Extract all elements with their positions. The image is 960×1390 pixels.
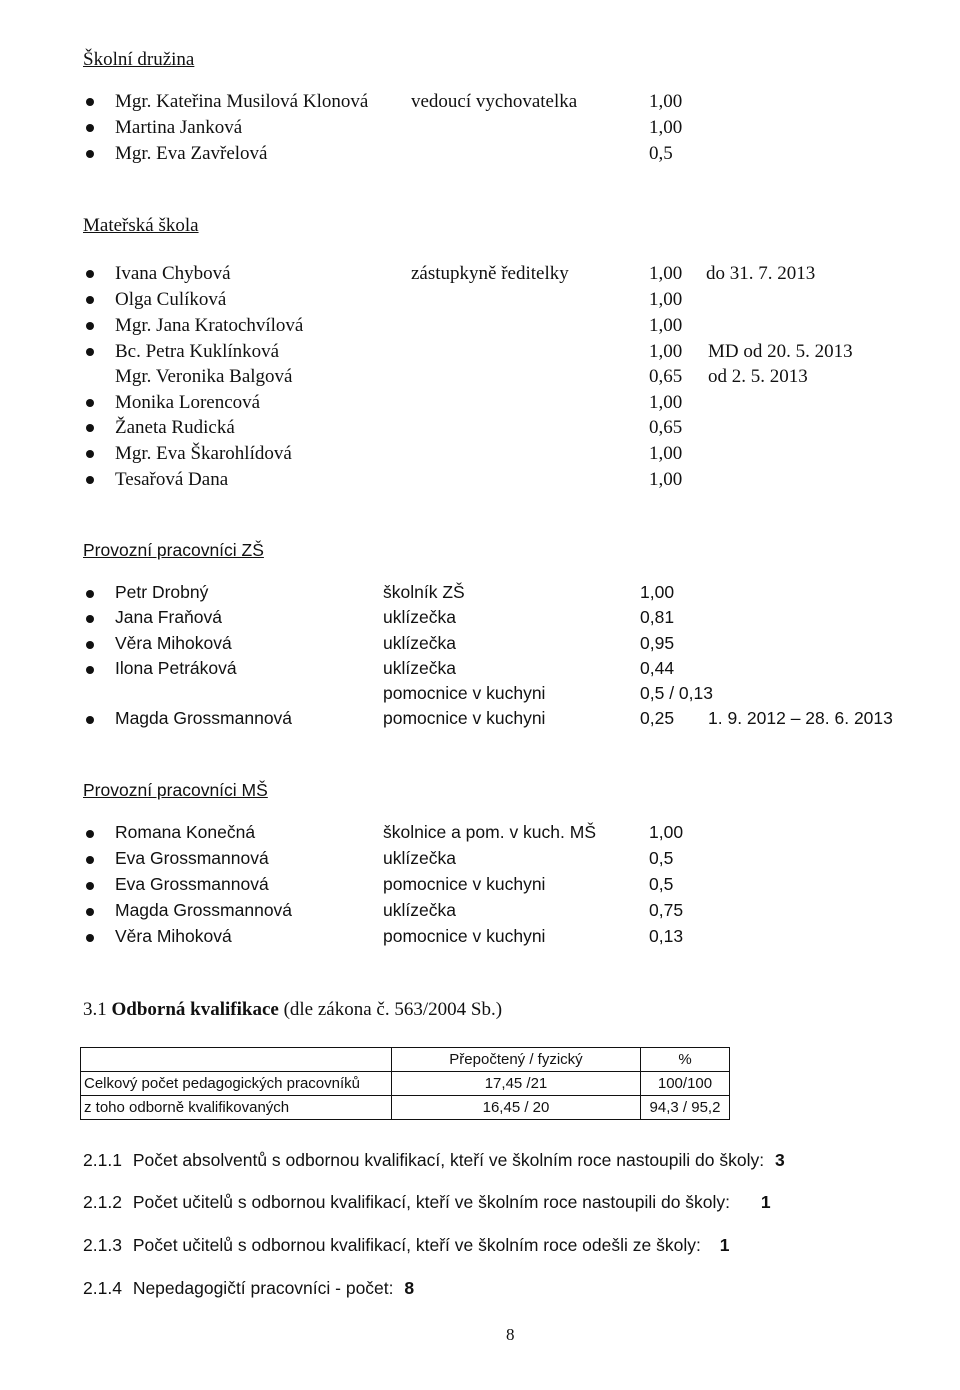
table-cell: z toho odborně kvalifikovaných bbox=[81, 1096, 392, 1120]
table-cell: Celkový počet pedagogických pracovníků bbox=[81, 1072, 392, 1096]
bullet-icon bbox=[86, 590, 94, 598]
staff-fte: 0,25 bbox=[640, 708, 675, 728]
item-text: Počet učitelů s odbornou kvalifikací, kteří ve školním roce odešli ze školy: bbox=[132, 1235, 701, 1255]
staff-fte: 1,00 bbox=[649, 263, 683, 284]
staff-name: Jana Fraňová bbox=[115, 607, 223, 627]
staff-fte: 1,00 bbox=[649, 443, 683, 464]
list-item bbox=[0, 685, 960, 707]
staff-role: pomocnice v kuchyni bbox=[383, 708, 546, 728]
bullet-icon bbox=[86, 348, 94, 356]
list-item bbox=[0, 418, 960, 440]
bullet-icon bbox=[86, 882, 94, 890]
staff-name: Mgr. Eva Zavřelová bbox=[115, 143, 268, 164]
staff-fte: 0,5 bbox=[649, 143, 673, 164]
staff-role: uklízečka bbox=[383, 900, 456, 920]
bullet-icon bbox=[86, 934, 94, 942]
staff-role: uklízečka bbox=[383, 848, 456, 868]
item-number: 2.1.2 bbox=[83, 1192, 122, 1212]
bullet-icon bbox=[86, 399, 94, 407]
list-item bbox=[0, 367, 960, 389]
list-item bbox=[0, 710, 960, 732]
staff-role: pomocnice v kuchyni bbox=[383, 926, 546, 946]
staff-fte: 0,5 bbox=[649, 848, 674, 868]
section-heading-kvalifikace bbox=[83, 1000, 502, 1019]
table-header-cell bbox=[81, 1048, 392, 1072]
staff-fte: 1,00 bbox=[649, 315, 683, 336]
table-row bbox=[81, 1072, 730, 1096]
staff-note: od 2. 5. 2013 bbox=[708, 366, 808, 387]
list-item bbox=[0, 316, 960, 338]
bullet-icon bbox=[86, 615, 94, 623]
staff-role: školník ZŠ bbox=[383, 582, 465, 602]
list-item bbox=[0, 393, 960, 415]
staff-name: Mgr. Veronika Balgová bbox=[115, 366, 293, 387]
staff-role: vedoucí vychovatelka bbox=[411, 91, 578, 112]
list-item bbox=[0, 470, 960, 492]
staff-name: Romana Konečná bbox=[115, 822, 256, 842]
section-title-rest: (dle zákona č. 563/2004 Sb.) bbox=[283, 999, 503, 1020]
staff-name: Monika Lorencová bbox=[115, 392, 261, 413]
list-item bbox=[0, 290, 960, 312]
staff-name: Magda Grossmannová bbox=[115, 900, 293, 920]
bullet-icon bbox=[86, 270, 94, 278]
staff-role: pomocnice v kuchyni bbox=[383, 683, 546, 703]
bullet-icon bbox=[86, 150, 94, 158]
staff-fte: 1,00 bbox=[649, 91, 683, 112]
bullet-icon bbox=[86, 666, 94, 674]
staff-name: Magda Grossmannová bbox=[115, 708, 293, 728]
staff-fte: 1,00 bbox=[649, 117, 683, 138]
bullet-icon bbox=[86, 450, 94, 458]
item-number: 2.1.1 bbox=[83, 1150, 122, 1170]
staff-name: Mgr. Eva Škarohlídová bbox=[115, 443, 292, 464]
staff-fte: 0,81 bbox=[640, 607, 675, 627]
list-item bbox=[0, 928, 960, 950]
bullet-icon bbox=[86, 424, 94, 432]
item-value: 1 bbox=[760, 1192, 771, 1212]
list-item bbox=[0, 850, 960, 872]
bullet-icon bbox=[86, 296, 94, 304]
item-number: 2.1.3 bbox=[83, 1235, 122, 1255]
list-item bbox=[0, 144, 960, 166]
item-value: 8 bbox=[404, 1278, 415, 1298]
numbered-item bbox=[83, 1194, 771, 1212]
table-cell: 16,45 / 20 bbox=[392, 1096, 641, 1120]
staff-fte: 0,13 bbox=[649, 926, 684, 946]
staff-note: MD od 20. 5. 2013 bbox=[708, 341, 853, 362]
bullet-icon bbox=[86, 856, 94, 864]
list-item bbox=[0, 824, 960, 846]
staff-name: Eva Grossmannová bbox=[115, 848, 269, 868]
list-item bbox=[0, 92, 960, 114]
bullet-icon bbox=[86, 641, 94, 649]
staff-name: Mgr. Kateřina Musilová Klonová bbox=[115, 91, 369, 112]
numbered-item bbox=[83, 1237, 729, 1255]
staff-role: uklízečka bbox=[383, 607, 456, 627]
list-item bbox=[0, 444, 960, 466]
staff-note: do 31. 7. 2013 bbox=[706, 263, 816, 284]
staff-fte: 1,00 bbox=[640, 582, 675, 602]
staff-name: Bc. Petra Kuklínková bbox=[115, 341, 280, 362]
staff-fte: 0,5 / 0,13 bbox=[640, 683, 713, 703]
list-item bbox=[0, 635, 960, 657]
numbered-item bbox=[83, 1280, 414, 1298]
item-value: 3 bbox=[774, 1150, 785, 1170]
list-item bbox=[0, 264, 960, 286]
list-item bbox=[0, 118, 960, 140]
table-header-cell: Přepočtený / fyzický bbox=[392, 1048, 641, 1072]
item-text: Nepedagogičtí pracovníci - počet: bbox=[132, 1278, 394, 1298]
list-item bbox=[0, 876, 960, 898]
kvalifikace-table bbox=[80, 1047, 730, 1120]
list-item bbox=[0, 584, 960, 606]
staff-role: uklízečka bbox=[383, 658, 456, 678]
staff-fte: 0,65 bbox=[649, 417, 683, 438]
staff-fte: 0,95 bbox=[640, 633, 675, 653]
section-heading-provozni-ms: Provozní pracovníci MŠ bbox=[83, 780, 268, 800]
list-item bbox=[0, 342, 960, 364]
table-header-row bbox=[81, 1048, 730, 1072]
list-item bbox=[0, 902, 960, 924]
staff-fte: 1,00 bbox=[649, 341, 683, 362]
table-cell: 94,3 / 95,2 bbox=[641, 1096, 730, 1120]
numbered-item bbox=[83, 1152, 785, 1170]
staff-name: Eva Grossmannová bbox=[115, 874, 269, 894]
bullet-icon bbox=[86, 716, 94, 724]
staff-name: Žaneta Rudická bbox=[115, 417, 235, 438]
staff-name: Mgr. Jana Kratochvílová bbox=[115, 315, 304, 336]
staff-name: Tesařová Dana bbox=[115, 469, 229, 490]
item-text: Počet učitelů s odbornou kvalifikací, kteří ve školním roce nastoupili do školy: bbox=[132, 1192, 731, 1212]
staff-fte: 1,00 bbox=[649, 469, 683, 490]
staff-fte: 0,75 bbox=[649, 900, 684, 920]
bullet-icon bbox=[86, 98, 94, 106]
section-heading-skolni-druzina: Školní družina bbox=[83, 49, 195, 70]
staff-fte: 0,5 bbox=[649, 874, 674, 894]
item-text: Počet absolventů s odbornou kvalifikací, kteří ve školním roce nastoupili do školy: bbox=[132, 1150, 765, 1170]
staff-name: Ivana Chybová bbox=[115, 263, 231, 284]
table-row bbox=[81, 1096, 730, 1120]
staff-fte: 1,00 bbox=[649, 289, 683, 310]
staff-fte: 1,00 bbox=[649, 392, 683, 413]
section-number: 3.1 bbox=[83, 999, 107, 1020]
bullet-icon bbox=[86, 908, 94, 916]
table-header-cell: % bbox=[641, 1048, 730, 1072]
staff-fte: 0,44 bbox=[640, 658, 675, 678]
list-item bbox=[0, 660, 960, 682]
table-cell: 100/100 bbox=[641, 1072, 730, 1096]
staff-note: 1. 9. 2012 – 28. 6. 2013 bbox=[708, 708, 893, 728]
staff-name: Ilona Petráková bbox=[115, 658, 237, 678]
staff-fte: 0,65 bbox=[649, 366, 683, 387]
staff-role: zástupkyně ředitelky bbox=[411, 263, 569, 284]
section-heading-materska-skola: Mateřská škola bbox=[83, 215, 199, 236]
staff-fte: 1,00 bbox=[649, 822, 684, 842]
page-number: 8 bbox=[506, 1325, 515, 1344]
staff-name: Olga Culíková bbox=[115, 289, 227, 310]
bullet-icon bbox=[86, 830, 94, 838]
list-item bbox=[0, 609, 960, 631]
staff-name: Věra Mihoková bbox=[115, 633, 232, 653]
staff-name: Věra Mihoková bbox=[115, 926, 232, 946]
table-cell: 17,45 /21 bbox=[392, 1072, 641, 1096]
section-heading-provozni-zs: Provozní pracovníci ZŠ bbox=[83, 540, 264, 560]
bullet-icon bbox=[86, 124, 94, 132]
staff-name: Martina Janková bbox=[115, 117, 243, 138]
item-number: 2.1.4 bbox=[83, 1278, 122, 1298]
staff-name: Petr Drobný bbox=[115, 582, 209, 602]
bullet-icon bbox=[86, 476, 94, 484]
staff-role: uklízečka bbox=[383, 633, 456, 653]
item-value: 1 bbox=[719, 1235, 730, 1255]
bullet-icon bbox=[86, 322, 94, 330]
staff-role: školnice a pom. v kuch. MŠ bbox=[383, 822, 596, 842]
section-title: Odborná kvalifikace bbox=[111, 999, 279, 1020]
staff-role: pomocnice v kuchyni bbox=[383, 874, 546, 894]
